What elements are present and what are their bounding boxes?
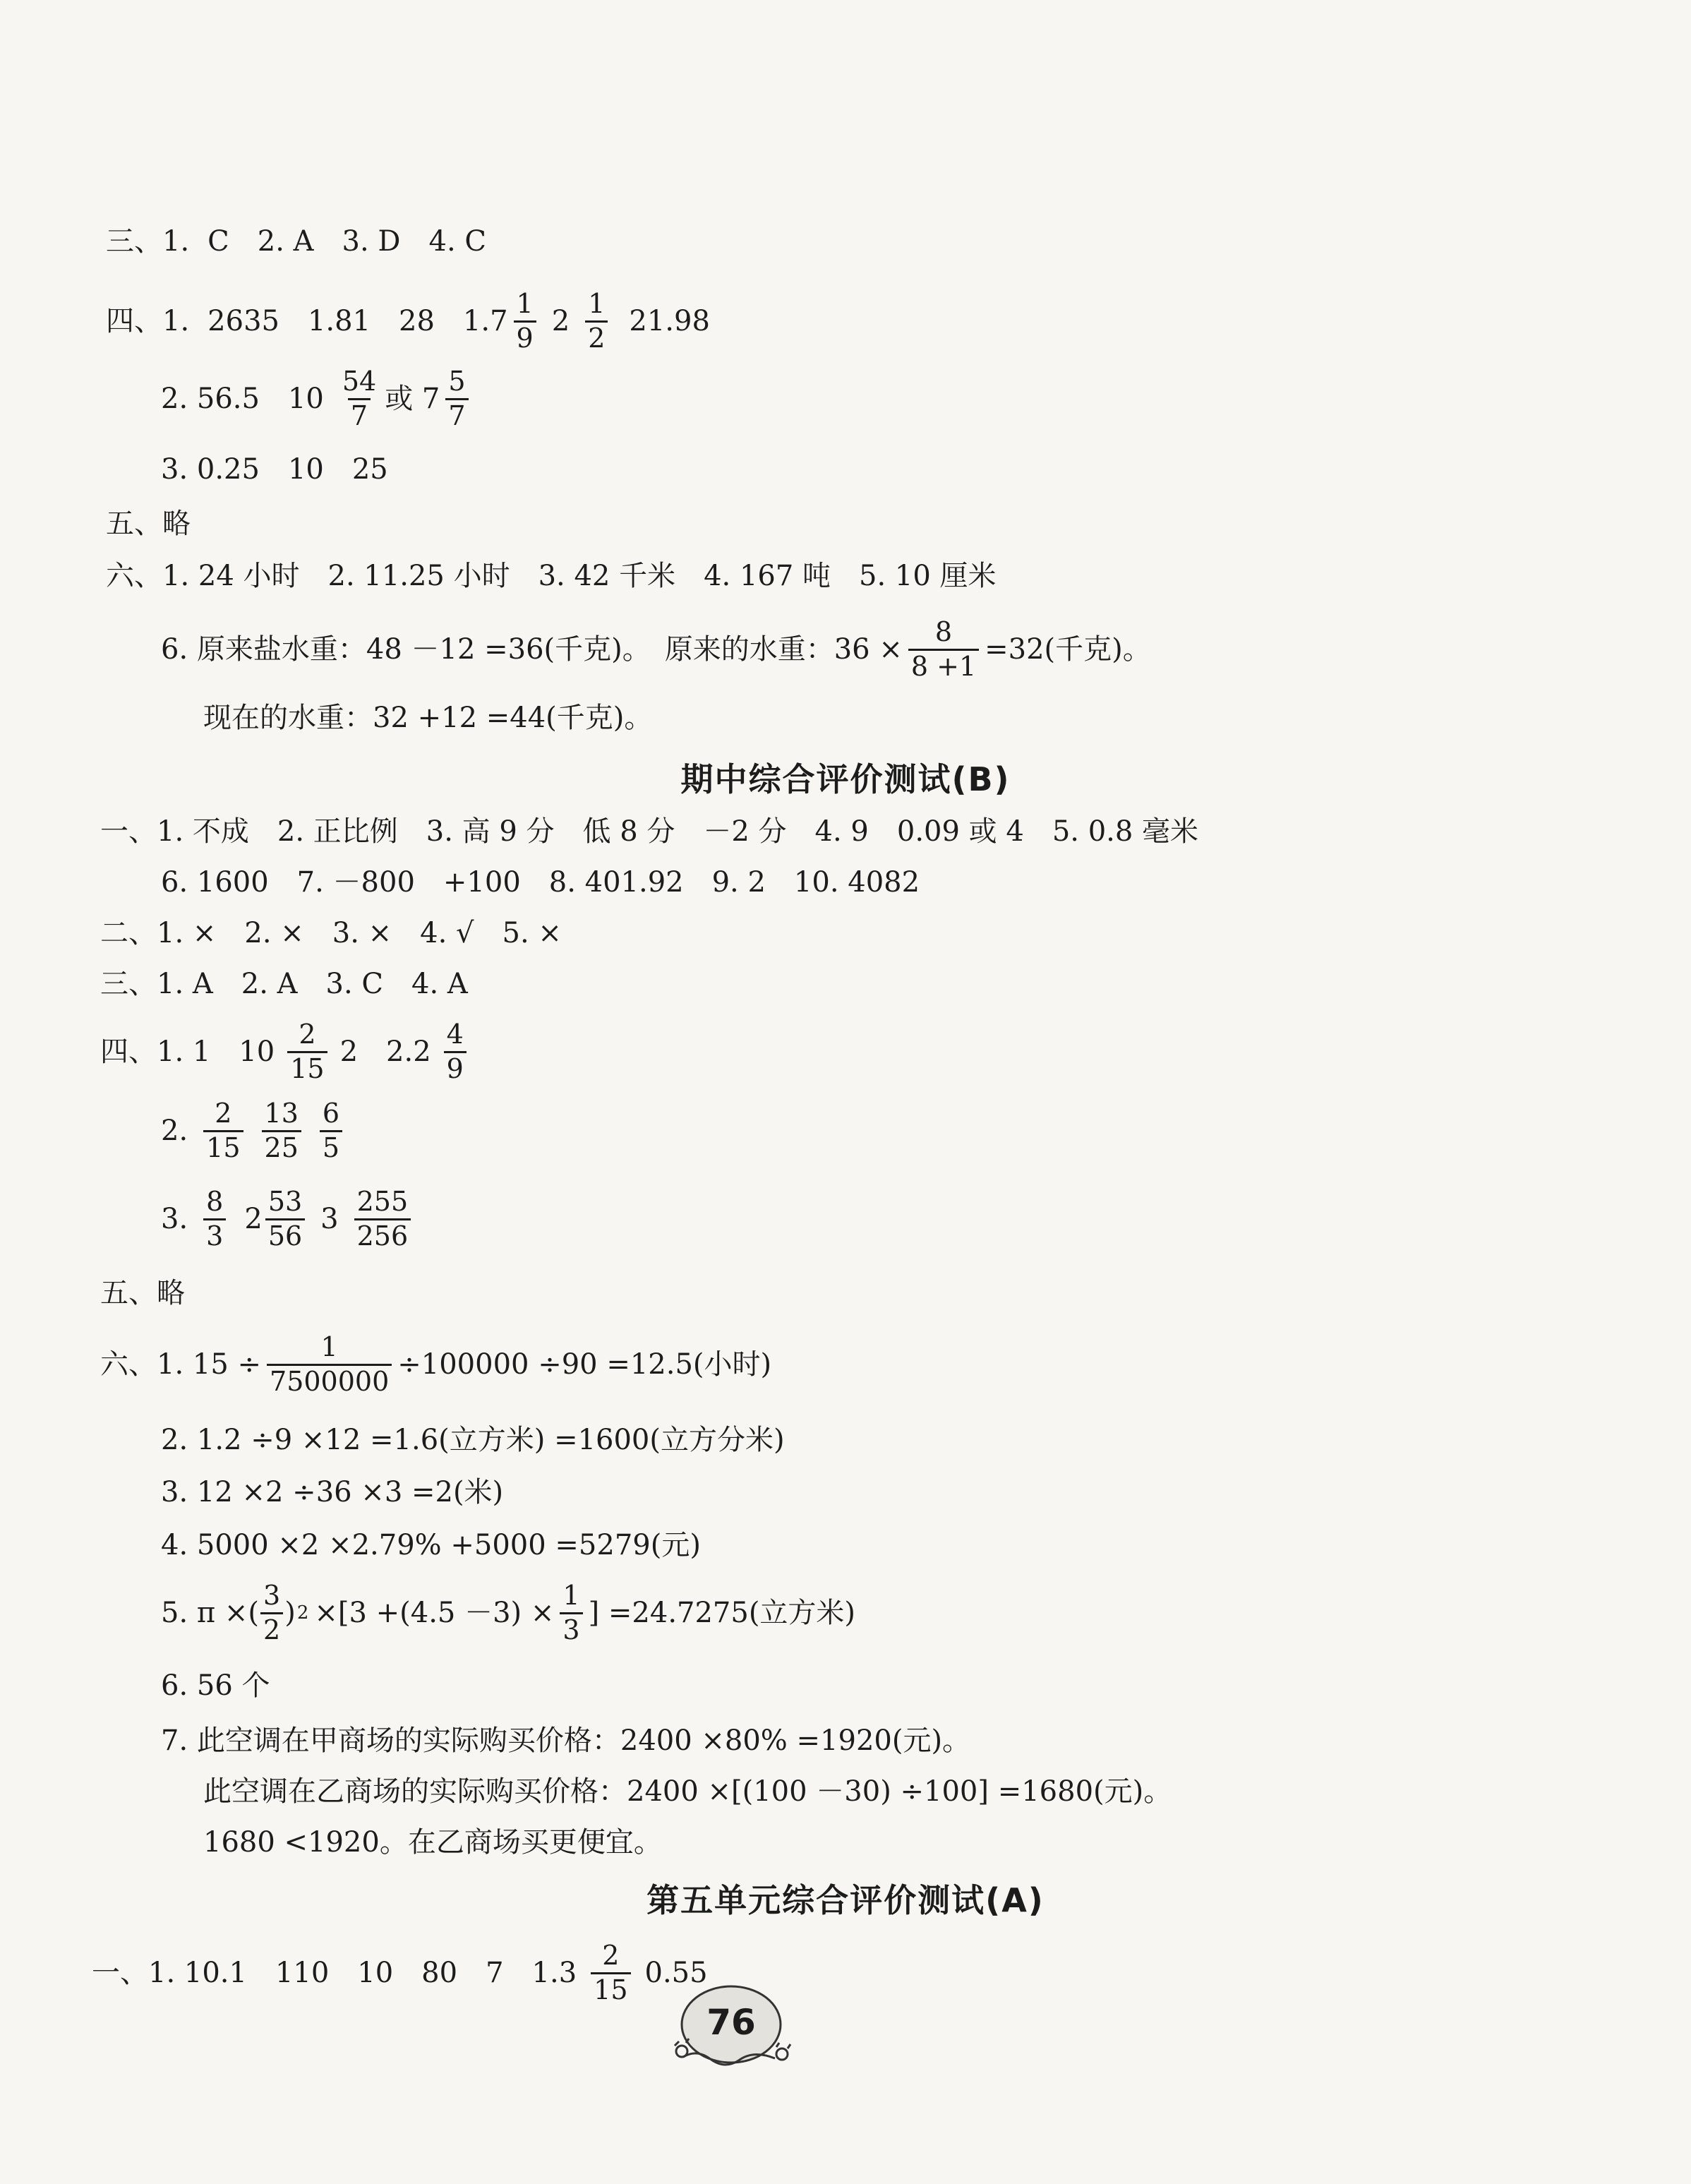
answer-text: 0.55 xyxy=(644,1957,708,1990)
answer-text: 五、略 xyxy=(100,1277,185,1309)
answer-text: 3. 12 ×2 ÷36 ×3 =2(米) xyxy=(161,1476,504,1508)
answer-line-san xyxy=(106,227,486,256)
exponent: 2 xyxy=(296,1602,309,1624)
answer-text: 三、1. A 2. A 3. C 4. A xyxy=(100,968,468,1000)
answer-line-yi-6 xyxy=(161,866,920,899)
fraction: $\frac{5}{7}$ xyxy=(445,367,468,431)
answer-text: 2635 1.81 28 1.7 xyxy=(207,305,508,338)
answer-line-liu-b4 xyxy=(161,1531,701,1559)
fraction: $\frac{2}{15}$ xyxy=(287,1020,327,1084)
answer-line-er xyxy=(100,919,562,947)
fraction: $\frac{1}{3}$ xyxy=(560,1581,582,1645)
item-prefix: 四、1. xyxy=(106,305,190,338)
fraction: $\frac{13}{25}$ xyxy=(262,1099,301,1163)
answer-text: 2. 1.2 ÷9 ×12 =1.6(立方米) =1600(立方分米) xyxy=(161,1424,785,1456)
answer-text: C 2. A 3. D 4. C xyxy=(207,225,486,258)
fraction: $\frac{255}{256}$ xyxy=(354,1187,411,1252)
fraction: $\frac{3}{2}$ xyxy=(260,1581,283,1645)
answer-line-si-1 xyxy=(106,289,710,354)
answer-line-liu-b3 xyxy=(161,1478,503,1506)
answer-line-liu-b7-cont2 xyxy=(203,1826,662,1859)
fraction: $\frac{1}{7500000}$ xyxy=(267,1333,392,1397)
answer-line-si-2 xyxy=(161,367,474,431)
answer-text: ÷100000 ÷90 =12.5(小时) xyxy=(397,1348,772,1381)
answer-line-si-b3 xyxy=(161,1187,416,1252)
answer-text: 四、1. 1 10 xyxy=(100,1036,275,1069)
fraction: $\frac{53}{56}$ xyxy=(265,1187,305,1252)
page-number: 76 xyxy=(706,2002,756,2043)
fraction: $\frac{8}{3}$ xyxy=(203,1187,226,1252)
answer-line-liu-1 xyxy=(106,562,997,590)
fraction: $\frac{4}{9}$ xyxy=(444,1020,467,1084)
answer-text: 五、略 xyxy=(106,508,191,540)
answer-text: 7. 此空调在甲商场的实际购买价格：2400 ×80% =1920(元)。 xyxy=(161,1724,971,1757)
answer-line-si-b1 xyxy=(100,1020,472,1084)
answer-line-liu-b5 xyxy=(161,1581,855,1645)
fraction: $\frac{8}{8 +1}$ xyxy=(908,618,979,682)
answer-text: 一、1. 10.1 110 10 80 7 1.3 xyxy=(92,1957,577,1990)
answer-text: ×[3 +(4.5 －3) × xyxy=(314,1597,555,1630)
answer-line-liu-6 xyxy=(161,618,1151,682)
answer-line-liu-b7 xyxy=(161,1724,971,1757)
answer-line-si-3 xyxy=(161,455,388,484)
fraction: $\frac{2}{15}$ xyxy=(591,1941,630,2005)
fraction: $\frac{1}{2}$ xyxy=(585,289,608,354)
page-number-badge xyxy=(669,1981,793,2080)
answer-text: 六、1. 24 小时 2. 11.25 小时 3. 42 千米 4. 167 吨 5. 10 厘米 xyxy=(106,560,997,592)
answer-line-liu-b7-cont1 xyxy=(203,1777,1172,1806)
mixed-number: 2 $\frac{53}{56}$ xyxy=(244,1187,311,1252)
answer-text: 二、1. × 2. × 3. × 4. √ 5. × xyxy=(100,917,562,949)
answer-line-yi-c1 xyxy=(92,1941,708,2005)
answer-line-si-b2 xyxy=(161,1099,348,1163)
answer-line-yi-1 xyxy=(100,817,1198,846)
section-heading-midterm-b: 期中综合评价测试(B) xyxy=(680,760,1011,798)
answer-text: 3 xyxy=(320,1203,339,1236)
fraction: $\frac{2}{15}$ xyxy=(203,1099,243,1163)
answer-line-san-2 xyxy=(100,970,468,998)
fraction: $\frac{54}{7}$ xyxy=(342,366,377,431)
answer-text: ) xyxy=(284,1597,296,1630)
answer-line-liu-6-cont xyxy=(203,704,652,732)
answer-text: 5. π ×( xyxy=(161,1597,260,1630)
answer-text: 2. xyxy=(161,1115,188,1148)
answer-text: 3. 0.25 10 25 xyxy=(161,453,388,486)
answer-text: 4. 5000 ×2 ×2.79% +5000 =5279(元) xyxy=(161,1529,701,1561)
answer-text: 六、1. 15 ÷ xyxy=(100,1348,262,1381)
answer-text: 1680 <1920。在乙商场买更便宜。 xyxy=(203,1826,662,1859)
answer-text: 6. 56 个 xyxy=(161,1669,270,1702)
answer-line-liu-b6 xyxy=(161,1669,270,1702)
answer-text: ] =24.7275(立方米) xyxy=(588,1597,856,1630)
fraction: $\frac{1}{9}$ xyxy=(514,289,536,354)
answer-line-wu-2 xyxy=(100,1279,185,1307)
answer-line-wu xyxy=(106,510,191,538)
answer-text: 2 xyxy=(551,305,570,338)
item-prefix: 三、1. xyxy=(106,225,190,258)
answer-text: 3. xyxy=(161,1203,188,1236)
answer-text: 21.98 xyxy=(629,305,710,338)
answer-text: 现在的水重：32 +12 =44(千克)。 xyxy=(203,702,653,734)
answer-text: 一、1. 不成 2. 正比例 3. 高 9 分 低 8 分 －2 分 4. 9 0.09 或 4 5. 0.8 毫米 xyxy=(100,815,1199,848)
answer-text: 6. 原来盐水重：48 －12 =36(千克)。 原来的水重：36 × xyxy=(161,633,903,666)
answer-text: 此空调在乙商场的实际购买价格：2400 ×[(100 －30) ÷100] =1680(元)。 xyxy=(203,1775,1172,1808)
fraction: $\frac{6}{5}$ xyxy=(320,1099,342,1163)
answer-line-liu-b1 xyxy=(100,1333,771,1397)
answer-text: =32(千克)。 xyxy=(985,633,1151,666)
answer-line-liu-b2 xyxy=(161,1426,785,1454)
answer-text: 2 2.2 xyxy=(339,1036,431,1069)
answer-text: 或 7 xyxy=(385,383,440,416)
answer-text: 2. 56.5 10 xyxy=(161,383,324,416)
answer-text: 6. 1600 7. －800 +100 8. 401.92 9. 2 10. 4082 xyxy=(161,866,920,899)
section-heading-unit5-a: 第五单元综合评价测试(A) xyxy=(646,1881,1045,1919)
